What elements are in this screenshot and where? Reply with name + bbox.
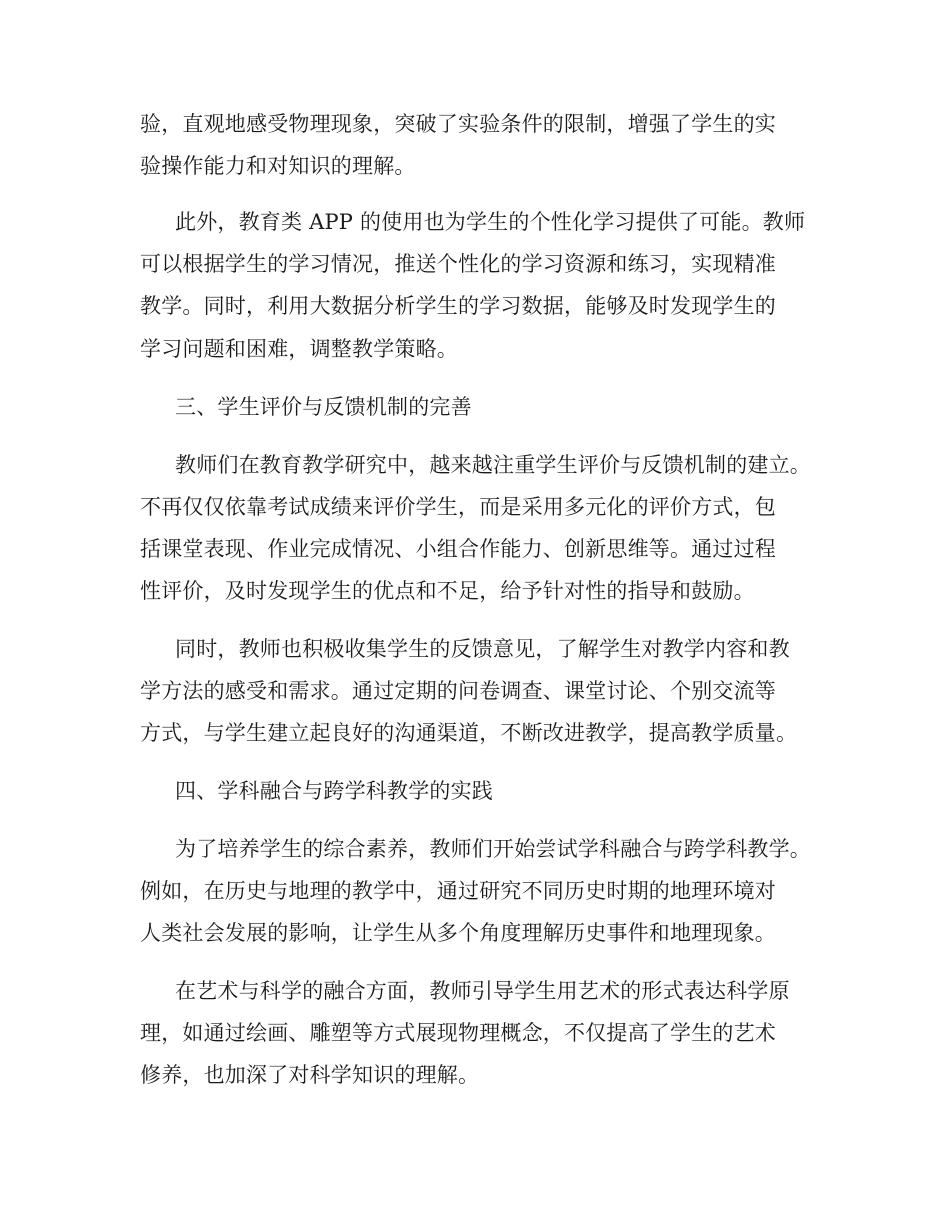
body-text-line: 学方法的感受和需求。通过定期的问卷调查、课堂讨论、个别交流等 bbox=[140, 679, 776, 703]
body-text-line: 修养，也加深了对科学知识的理解。 bbox=[140, 1063, 480, 1087]
body-text-line: 不再仅仅依靠考试成绩来评价学生，而是采用多元化的评价方式，包 bbox=[140, 495, 776, 519]
body-text-line: 性评价，及时发现学生的优点和不足，给予针对性的指导和鼓励。 bbox=[140, 579, 755, 603]
body-text-line: 教师们在教育教学研究中，越来越注重学生评价与反馈机制的建立。 bbox=[175, 453, 811, 477]
body-text-line: 可以根据学生的学习情况，推送个性化的学习资源和练习，实现精准 bbox=[140, 252, 776, 276]
body-text-line: 为了培养学生的综合素养，教师们开始尝试学科融合与跨学科教学。 bbox=[175, 837, 811, 861]
body-text-line: 此外，教育类 APP 的使用也为学生的个性化学习提供了可能。教师 bbox=[175, 210, 806, 234]
body-text-line: 括课堂表现、作业完成情况、小组合作能力、创新思维等。通过过程 bbox=[140, 537, 776, 561]
section-heading: 四、学科融合与跨学科教学的实践 bbox=[175, 779, 493, 803]
body-text-line: 在艺术与科学的融合方面，教师引导学生用艺术的形式表达科学原 bbox=[175, 979, 790, 1003]
body-text-line: 验，直观地感受物理现象，突破了实验条件的限制，增强了学生的实 bbox=[140, 112, 776, 136]
body-text-line: 例如，在历史与地理的教学中，通过研究不同历史时期的地理环境对 bbox=[140, 879, 776, 903]
body-text-line: 方式，与学生建立起良好的沟通渠道，不断改进教学，提高教学质量。 bbox=[140, 721, 798, 745]
body-text-line: 理，如通过绘画、雕塑等方式展现物理概念，不仅提高了学生的艺术 bbox=[140, 1021, 776, 1045]
section-heading: 三、学生评价与反馈机制的完善 bbox=[175, 395, 472, 419]
body-text-line: 学习问题和困难，调整教学策略。 bbox=[140, 337, 458, 361]
body-text-line: 人类社会发展的影响，让学生从多个角度理解历史事件和地理现象。 bbox=[140, 921, 776, 945]
body-text-line: 验操作能力和对知识的理解。 bbox=[140, 154, 416, 178]
body-text-line: 教学。同时，利用大数据分析学生的学习数据，能够及时发现学生的 bbox=[140, 294, 776, 318]
body-text-line: 同时，教师也积极收集学生的反馈意见，了解学生对教学内容和教 bbox=[175, 637, 790, 661]
